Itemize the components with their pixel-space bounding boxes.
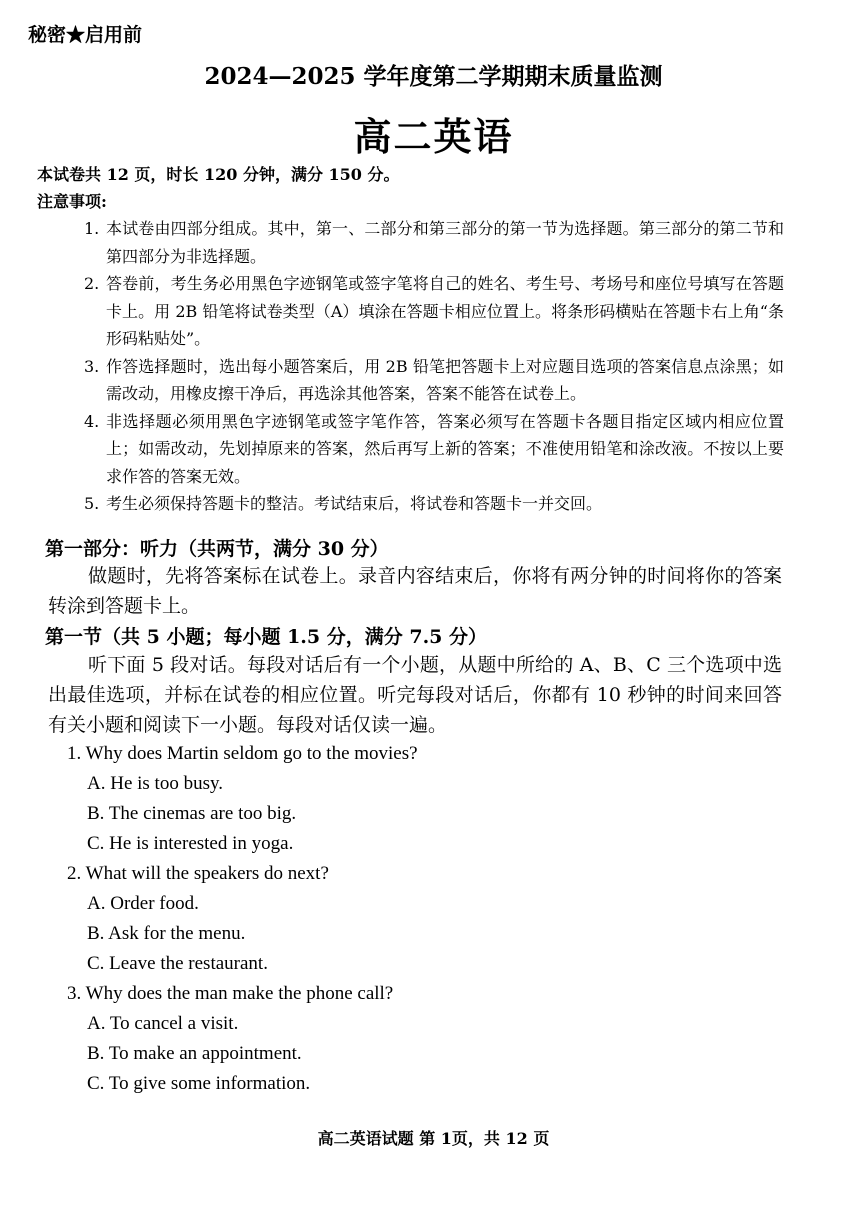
option-b: B. The cinemas are too big.	[87, 803, 297, 824]
notice-text: 答卷前，考生务必用黑色字迹钢笔或签字笔将自己的姓名、考生号、考场号和座位号填写在答题卡上。用 2B 铅笔将试卷类型（A）填涂在答题卡相应位置上。将条形码横贴在答题卡右上角“条形码粘贴处”。	[106, 274, 784, 348]
option-c: C. He is interested in yoga.	[87, 833, 294, 854]
notice-number: 3.	[84, 356, 100, 376]
notice-heading: 注意事项:	[37, 192, 107, 211]
question-3	[67, 979, 787, 1099]
notice-item	[84, 408, 784, 491]
notice-number: 1.	[84, 219, 100, 238]
notice-number: 5.	[84, 494, 100, 513]
notice-text: 非选择题必须用黑色字迹钢笔或签字笔作答，答案必须写在答题卡各题目指定区域内相应位置上；如需改动，先划掉原来的答案，然后再写上新的答案；不准使用铅笔和涂改液。不按以上要求作答的答案无效。	[106, 411, 784, 486]
option-b: B. Ask for the menu.	[87, 923, 246, 944]
part1-heading: 第一部分：听力（共两节，满分 30 分）	[45, 538, 389, 560]
option-a: A. He is too busy.	[87, 773, 223, 794]
page-footer: 高二英语试题 第 1页，共 12 页	[317, 1129, 550, 1148]
notice-item	[84, 270, 784, 353]
confidential-label: 秘密★启用前	[28, 24, 143, 46]
section1-instruction: 听下面 5 段对话。每段对话后有一个小题，从题中所给的 A、B、C 三个选项中选出最佳选项，并标在试卷的相应位置。听完每段对话后，你都有 10 秒钟的时间来回答有关小题和阅读下一小题。每段对话仅读一遍。	[48, 654, 782, 736]
notice-item	[84, 490, 784, 518]
question-2	[67, 859, 787, 979]
part1-instruction: 做题时，先将答案标在试卷上。录音内容结束后，你将有两分钟的时间将你的答案转涂到答题卡上。	[48, 565, 782, 617]
option-b: B. To make an appointment.	[87, 1043, 302, 1064]
notice-text: 考生必须保持答题卡的整洁。考试结束后，将试卷和答题卡一并交回。	[106, 494, 603, 513]
notice-item	[84, 215, 784, 270]
notice-number: 4.	[84, 411, 100, 431]
question-list	[67, 739, 787, 1099]
option-c: C. To give some information.	[87, 1073, 311, 1094]
notice-number: 2.	[84, 274, 100, 293]
notice-list	[84, 215, 784, 518]
exam-title: 2024—2025 学年度第二学期期末质量监测	[204, 63, 663, 90]
section1-heading: 第一节（共 5 小题；每小题 1.5 分，满分 7.5 分）	[45, 626, 488, 648]
option-c: C. Leave the restaurant.	[87, 953, 268, 974]
notice-text: 作答选择题时，选出每小题答案后，用 2B 铅笔把答题卡上对应题目选项的答案信息点涂黑；如需改动，用橡皮擦干净后，再选涂其他答案，答案不能答在试卷上。	[106, 356, 784, 403]
question-stem: 2. What will the speakers do next?	[67, 863, 329, 884]
question-stem: 3. Why does the man make the phone call?	[67, 983, 394, 1004]
question-1	[67, 739, 787, 859]
question-stem: 1. Why does Martin seldom go to the movies?	[67, 743, 418, 764]
option-a: A. Order food.	[87, 893, 199, 914]
subject-title: 高二英语	[353, 114, 514, 159]
exam-meta: 本试卷共 12 页，时长 120 分钟，满分 150 分。	[37, 165, 400, 184]
notice-text: 本试卷由四部分组成。其中，第一、二部分和第三部分的第一节为选择题。第三部分的第二节和第四部分为非选择题。	[106, 219, 784, 266]
option-a: A. To cancel a visit.	[87, 1013, 239, 1034]
notice-item	[84, 353, 784, 408]
